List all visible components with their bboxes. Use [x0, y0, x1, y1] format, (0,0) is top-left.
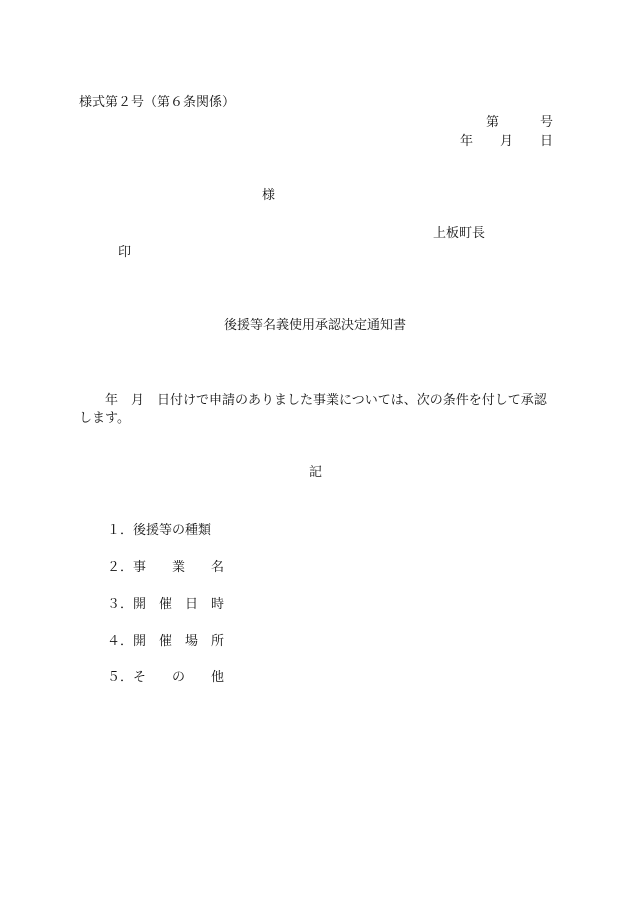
- list-item: １．後援等の種類: [107, 523, 212, 538]
- ki-heading: 記: [309, 465, 323, 480]
- list-item: ３．開 催 日 時: [107, 597, 225, 612]
- body-paragraph: 年 月 日付けで申請のありました事業については、次の条件を付して承認します。: [79, 393, 547, 426]
- form-label: 様式第２号（第６条関係）: [79, 95, 236, 110]
- document-number-prefix: 第: [486, 115, 500, 130]
- date-year: 年: [460, 134, 474, 149]
- seal-mark: 印: [118, 245, 132, 260]
- issuer-title: 上板町長: [433, 226, 486, 241]
- document-number-suffix: 号: [540, 115, 554, 130]
- list-item: ５．そ の 他: [107, 670, 225, 685]
- list-item: ２．事 業 名: [107, 560, 225, 575]
- date-day: 日: [540, 134, 554, 149]
- document-title: 後援等名義使用承認決定通知書: [224, 318, 407, 333]
- addressee-honorific: 様: [262, 188, 276, 203]
- list-item: ４．開 催 場 所: [107, 634, 225, 649]
- date-month: 月: [500, 134, 514, 149]
